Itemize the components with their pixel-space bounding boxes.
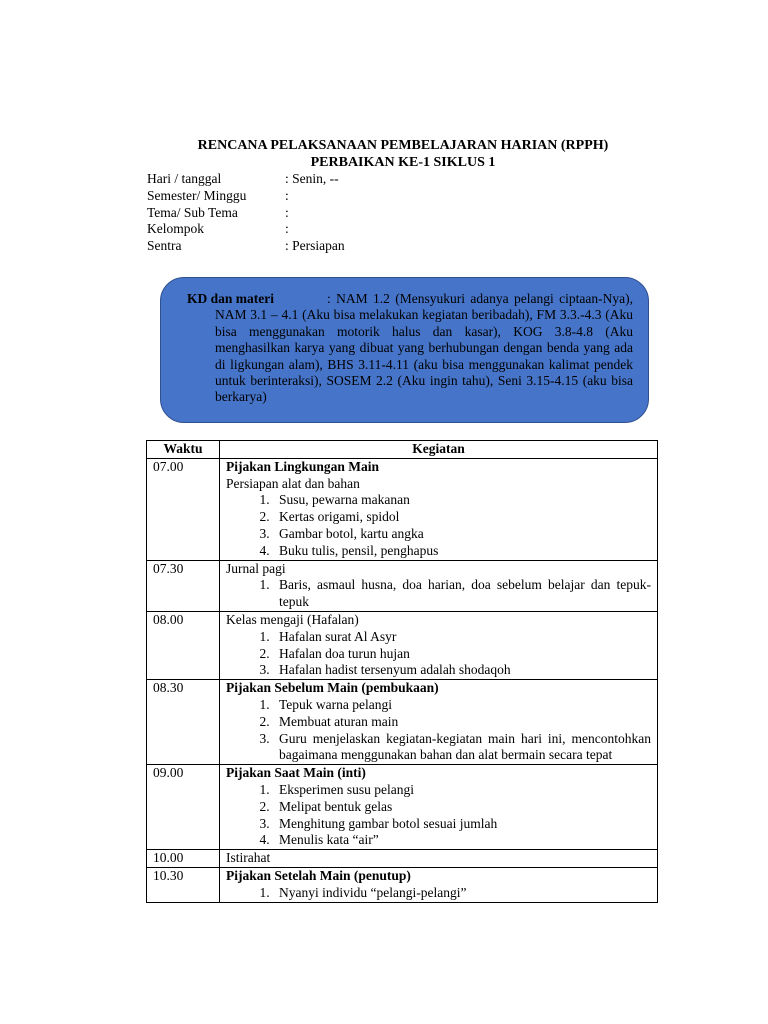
activity-cell xyxy=(220,458,658,560)
info-row-theme xyxy=(147,205,345,222)
activity-cell xyxy=(220,560,658,611)
activity-heading: Pijakan Sebelum Main (pembukaan) xyxy=(226,680,439,696)
kd-materi-box xyxy=(160,277,649,423)
table-header-row xyxy=(147,441,658,459)
activity-subtitle: Kelas mengaji (Hafalan) xyxy=(226,611,359,627)
info-row-center xyxy=(147,238,345,255)
info-value: : xyxy=(285,187,289,203)
table-row xyxy=(147,850,658,868)
document-subtitle: PERBAIKAN KE-1 SIKLUS 1 xyxy=(310,155,496,170)
table-row xyxy=(147,611,658,679)
table-row xyxy=(147,765,658,850)
schedule-table xyxy=(146,440,658,903)
time-cell: 10.00 xyxy=(147,850,220,868)
info-row-group xyxy=(147,221,345,238)
info-label: Sentra xyxy=(147,238,182,254)
time-cell: 08.30 xyxy=(147,680,220,765)
info-value: : xyxy=(285,221,289,237)
document-title: RENCANA PELAKSANAAN PEMBELAJARAN HARIAN (RPPH) xyxy=(197,138,609,153)
list-item: 2. Membuat aturan main xyxy=(273,714,651,731)
kd-content: : NAM 1.2 (Mensyukuri adanya pelangi ciptaan-Nya), NAM 3.1 – 4.1 (Aku bisa melakukan kegiatan beribadah), FM 3.3.-4.3 (Aku bisa menggunakan motorik halus dan kasar), KOG 3.8-4.8 (Aku menghasilkan karya yang dibuat yang berhubungan dengan benda yang ada di ligkungan alam), BHS 3.11-4.11 (aku bisa menggunakan kalimat pendek untuk berinteraksi), SOSEM 2.2 (Aku ingin tahu), Seni 3.15-4.15 (aku bisa berkarya) xyxy=(215,291,633,405)
list-item: 3. Gambar botol, kartu angka xyxy=(273,526,651,543)
list-item: 3. Menghitung gambar botol sesuai jumlah xyxy=(273,816,651,833)
kd-materi-text xyxy=(187,291,633,416)
list-item: 1. Susu, pewarna makanan xyxy=(273,492,651,509)
activity-cell xyxy=(220,867,658,902)
time-cell: 09.00 xyxy=(147,765,220,850)
info-label: Hari / tanggal xyxy=(147,171,222,186)
activity-list xyxy=(226,577,651,611)
time-cell: 07.00 xyxy=(147,458,220,560)
table-row xyxy=(147,560,658,611)
info-value: : xyxy=(285,204,289,220)
activity-list xyxy=(226,492,651,559)
info-value: : Senin, -- xyxy=(285,171,339,186)
list-item: 2. Kertas origami, spidol xyxy=(273,509,651,526)
list-item: 4. Buku tulis, pensil, penghapus xyxy=(273,543,651,560)
list-item: 2. Melipat bentuk gelas xyxy=(273,799,651,816)
column-header-time: Waktu xyxy=(147,441,220,459)
kd-label: KD dan materi xyxy=(187,291,274,306)
activity-cell xyxy=(220,765,658,850)
activity-subtitle: Jurnal pagi xyxy=(226,560,286,576)
list-item: 3. Hafalan hadist tersenyum adalah shodaqoh xyxy=(273,662,651,679)
table-row xyxy=(147,680,658,765)
time-cell: 08.00 xyxy=(147,611,220,679)
list-item: 4. Menulis kata “air” xyxy=(273,832,651,849)
activity-list xyxy=(226,629,651,679)
info-label: Semester/ Minggu xyxy=(147,187,247,203)
activity-heading: Pijakan Lingkungan Main xyxy=(226,458,380,474)
info-value: : Persiapan xyxy=(285,238,345,254)
list-item: 1. Tepuk warna pelangi xyxy=(273,697,651,714)
activity-list xyxy=(226,885,651,902)
list-item: 1. Nyanyi individu “pelangi-pelangi” xyxy=(273,885,651,902)
list-item: 1. Hafalan surat Al Asyr xyxy=(273,629,651,646)
activity-subtitle: Persiapan alat dan bahan xyxy=(226,475,360,491)
info-label: Kelompok xyxy=(147,221,204,237)
table-row xyxy=(147,458,658,560)
table-row xyxy=(147,867,658,902)
list-item: 1. Eksperimen susu pelangi xyxy=(273,782,651,799)
list-item: 1. Baris, asmaul husna, doa harian, doa sebelum belajar dan tepuk-tepuk xyxy=(273,577,651,611)
activity-subtitle: Istirahat xyxy=(226,850,271,866)
info-label: Tema/ Sub Tema xyxy=(147,204,238,220)
info-block xyxy=(147,171,345,255)
time-cell: 07.30 xyxy=(147,560,220,611)
column-header-activity: Kegiatan xyxy=(220,441,658,459)
activity-list xyxy=(226,782,651,849)
list-item: 2. Hafalan doa turun hujan xyxy=(273,646,651,663)
activity-list xyxy=(226,697,651,764)
list-item: 3. Guru menjelaskan kegiatan-kegiatan main hari ini, mencontohkan bagaimana menggunakan bahan dan alat bermain secara tepat xyxy=(273,731,651,765)
time-cell: 10.30 xyxy=(147,867,220,902)
info-row-date xyxy=(147,171,345,188)
activity-heading: Pijakan Saat Main (inti) xyxy=(226,765,366,781)
activity-cell xyxy=(220,850,658,868)
activity-heading: Pijakan Setelah Main (penutup) xyxy=(226,867,411,883)
info-row-semester xyxy=(147,188,345,205)
activity-cell xyxy=(220,680,658,765)
activity-cell xyxy=(220,611,658,679)
